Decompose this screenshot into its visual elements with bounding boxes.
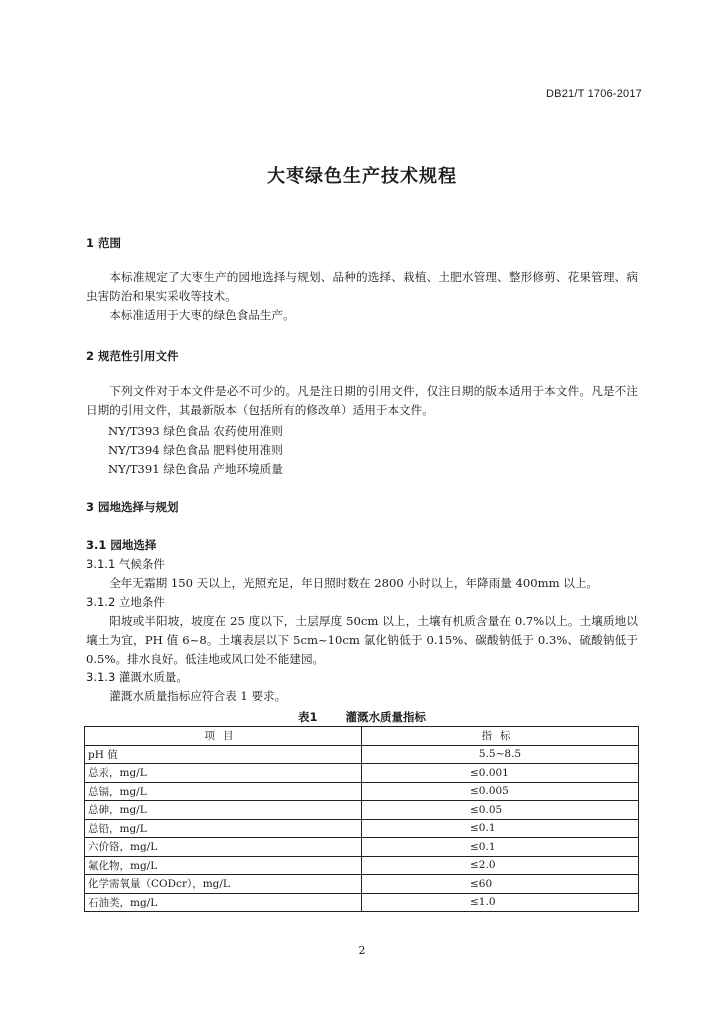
row-value: ≤0.1: [362, 838, 639, 857]
section-2-heading: 2 规范性引用文件: [86, 349, 179, 363]
row-value: 5.5~8.5: [362, 745, 639, 764]
table-header-row: [85, 727, 639, 746]
row-item: 化学需氧量（CODcr），mg/L: [85, 875, 362, 894]
table-caption: [0, 709, 724, 725]
section-2-paragraph-1: 下列文件对于本文件是必不可少的。凡是注日期的引用文件，仅注日期的版本适用于本文件。凡是不注日期的引用文件，其最新版本（包括所有的修改单）适用于本文件。: [86, 384, 638, 417]
table-row: [85, 745, 639, 764]
page-number: 2: [358, 944, 366, 957]
climate-paragraph: 全年无霜期 150 天以上，光照充足，年日照时数在 2800 小时以上，年降雨量 400mm 以上。: [109, 576, 599, 590]
row-value: ≤1.0: [362, 893, 639, 912]
section-1-heading: 1 范围: [86, 236, 122, 250]
row-item: 总砷，mg/L: [85, 801, 362, 820]
standard-number: DB21/T 1706-2017: [546, 88, 642, 100]
table-row: [85, 801, 639, 820]
row-item: 总汞，mg/L: [85, 764, 362, 783]
table-row: [85, 893, 639, 912]
reference-item: NY/T391 绿色食品 产地环境质量: [108, 462, 283, 476]
row-item: 石油类，mg/L: [85, 893, 362, 912]
water-paragraph: 灌溉水质量指标应符合表 1 要求。: [109, 689, 287, 703]
section-3-1-2-heading: 3.1.2 立地条件: [86, 595, 165, 609]
section-1-paragraph-1: 本标准规定了大枣生产的园地选择与规划、品种的选择、栽植、土肥水管理、整形修剪、花果管理、病虫害防治和果实采收等技术。: [86, 270, 638, 303]
table-row: [85, 819, 639, 838]
row-value: ≤0.001: [362, 764, 639, 783]
section-3-1-heading: 3.1 园地选择: [86, 538, 157, 552]
section-3-heading: 3 园地选择与规划: [86, 500, 179, 514]
row-item: 总铅，mg/L: [85, 819, 362, 838]
table-row: [85, 856, 639, 875]
row-item: 氟化物，mg/L: [85, 856, 362, 875]
section-1-paragraph-2: 本标准适用于大枣的绿色食品生产。: [109, 308, 295, 322]
reference-item: NY/T394 绿色食品 肥料使用准则: [108, 443, 283, 457]
row-item: 总镉，mg/L: [85, 782, 362, 801]
reference-item: NY/T393 绿色食品 农药使用准则: [108, 424, 283, 438]
section-3-1-3-heading: 3.1.3 灌溉水质量。: [86, 670, 188, 684]
document-title: 大枣绿色生产技术规程: [267, 166, 457, 187]
column-header-value: 指标: [362, 727, 639, 746]
site-paragraph: 阳坡或半阳坡，坡度在 25 度以下，土层厚度 50cm 以上，土壤有机质含量在 0.7%以上。土壤质地以壤土为宜，PH 值 6~8。土壤表层以下 5cm~10cm 氯化钠低于 0.15%、碳酸钠低于 0.3%、硫酸钠低于 0.5%。排水良好。低洼地或风口处不能建园。: [86, 614, 638, 666]
row-value: ≤2.0: [362, 856, 639, 875]
table-row: [85, 875, 639, 894]
table-row: [85, 782, 639, 801]
section-3-1-1-heading: 3.1.1 气候条件: [86, 557, 165, 571]
row-value: ≤0.005: [362, 782, 639, 801]
row-value: ≤0.1: [362, 819, 639, 838]
irrigation-water-quality-table: [84, 726, 639, 912]
row-value: ≤60: [362, 875, 639, 894]
row-item: 六价铬，mg/L: [85, 838, 362, 857]
table-caption-title: 灌溉水质量指标: [345, 710, 427, 724]
table-row: [85, 838, 639, 857]
table-row: [85, 764, 639, 783]
column-header-item: 项目: [85, 727, 362, 746]
table-caption-number: 表1: [297, 710, 318, 724]
row-value: ≤0.05: [362, 801, 639, 820]
row-item: pH 值: [85, 745, 362, 764]
